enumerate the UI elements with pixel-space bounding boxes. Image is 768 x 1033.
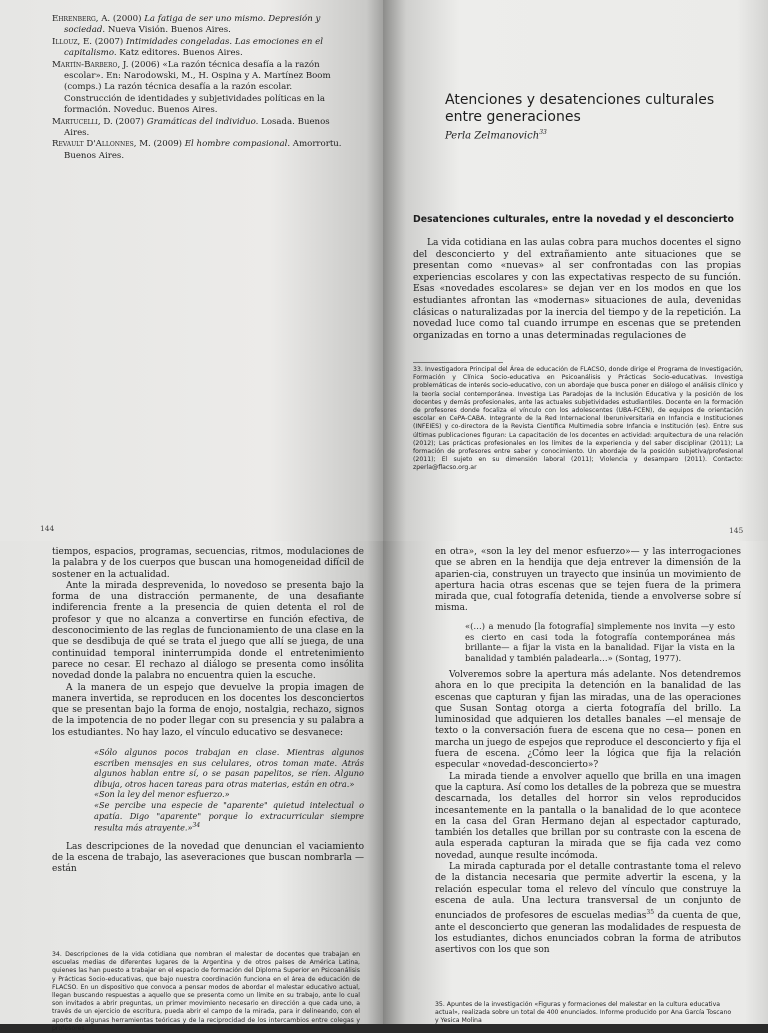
reference-item (52, 139, 352, 162)
footnote-rule (413, 362, 503, 363)
paragraph: Volveremos sobre la apertura más adelante. Nos detendremos ahora en lo que precipita la detención en la banalidad de las escenas que capturan y fijan las miradas, una de las operaciones que Susan Sontag otorga a cierta fotografía del brillo. La luminosidad que adquieren los detalles banales —el mensaje de texto o la conversación fuera de escena que no cesa— ponen en marcha un juego de espejos que reproduce el desconcierto y fija el fuera de escena. ¿Cómo leer la lógica que fija la relación especular «novedad-desconcierto»? (435, 669, 741, 771)
page-145 (383, 0, 768, 542)
paragraph: Las descripciones de la novedad que denuncian el vaciamiento de la escena de trabajo, las aseveraciones que buscan nombrarla —están (52, 841, 364, 875)
reference-item (52, 14, 352, 37)
reference-list (52, 14, 352, 162)
page-147 (383, 541, 768, 1024)
quote-line (94, 800, 364, 834)
page-number: 144 (40, 524, 55, 533)
body-text (52, 547, 364, 875)
paragraph: Ante la mirada desprevenida, lo novedoso se presenta bajo la forma de una distracción permanente, de una desafiante indiferencia frente a la presencia de quien detenta el rol de profesor y que no alcanza a convertirse en función efectiva, de desconocimiento de las reglas de funcionamiento de una clase en la que se desdibuja de qué se trata el juego que allí se juega, de una continuidad temporal ininterrumpida donde el entretenimiento parece no cesar. El rechazo al diálogo se presenta como insólita novedad donde la palabra no encuentra quien la escuche. (52, 580, 364, 682)
reference-author: Revault D'Allonnes, M. (2009) (52, 139, 183, 150)
footnote-marker: 35 (646, 909, 655, 917)
reference-rest: Katz editores. Buenos Aires. (116, 48, 243, 59)
reference-author: Ehrenberg, A. (2000) (52, 14, 142, 24)
page-146 (0, 541, 386, 1032)
reference-rest: Amorrortu. Buenos Aires. (64, 139, 342, 161)
quote-line: «Son la ley del menor esfuerzo.» (94, 789, 230, 800)
quote-line: «Sólo algunos pocos trabajan en clase. Mientras algunos escriben mensajes en sus celulares, otros toman mate. Atrás algunos hablan entre sí, o se pasan papelitos, se ríen. Alguno dibuja, otros hacen tareas para otras materias, están en otra.» (94, 747, 364, 789)
body-text (413, 238, 741, 342)
paragraph (435, 862, 741, 956)
reference-item (52, 60, 352, 117)
chapter-author (445, 129, 725, 141)
reference-item (52, 117, 352, 140)
reference-item (52, 37, 352, 60)
reference-author: Martucelli, D. (2007) (52, 116, 144, 127)
quote-text: «Se percibe una especie de "aparente" quietud intelectual o apatía. Digo "aparente" porque lo extracurricular siempre resulta más atrayente.» (94, 800, 364, 833)
section-heading: Desatenciones culturales, entre la novedad y el desconcierto (413, 214, 734, 225)
chapter-header (445, 92, 725, 141)
page-number: 145 (729, 526, 744, 535)
block-quote (94, 747, 364, 833)
reference-author: Illouz, E. (2007) (52, 36, 124, 47)
reference-title: Intimidades congeladas. Las emociones en el capitalismo. (64, 36, 323, 59)
footnote (413, 362, 743, 473)
paragraph-text: La mirada capturada por el detalle contrastante toma el relevo de la distancia necesaria que permite advertir la escena, y la relación especular toma el relevo del vínculo que construye la escena de aula. Una lectura transversal de un conjunto de enunciados de profesores de escuelas medias (435, 862, 741, 922)
footnote-marker: 34 (192, 822, 201, 830)
footnote: 34. Descripciones de la vida cotidiana que nombran el malestar de docentes que trabajan en escuelas medias de diferentes lugares de la Argentina y de otros países de América Latina, quienes las han puesto a trabajar en el espacio de formación del Diploma Superior en Psicoanálisis y Prácticas Socio-educativas, que bajo nuestra coordinación funciona en el área de educación de FLACSO. En un dispositivo que convoca a pensar modos de abordar el malestar educativo actual, llegan buscando respuestas a aquello que se presenta como un límite en su trabajo, ante lo cual son invitados a abrir preguntas, un primer movimiento necesario en dirección a que cada uno, a través de un ejercicio de escritura, pueda abrir el campo de la mirada, para ir delineando, con el aporte de algunas herramientas teóricas y de la reciprocidad de los intercambios entre colegas y profesores (52, 951, 360, 1032)
paragraph: A la manera de un espejo que devuelve la propia imagen de manera invertida, se reproducen en los docentes los desconciertos que se presentan bajo la forma de enojo, nostalgia, rechazo, signos de la impotencia de no poder llegar con su presencia y su palabra a los estudiantes. No hay lazo, el vínculo educativo se desvanece: (52, 682, 364, 738)
reference-title: Gramáticas del individuo. (146, 116, 259, 127)
chapter-title: Atenciones y desatenciones culturales entre generaciones (445, 92, 715, 125)
body-text (435, 547, 741, 956)
author-name: Perla Zelmanovich (445, 130, 540, 142)
paragraph: La vida cotidiana en las aulas cobra para muchos docentes el signo del desconcierto y del extrañamiento ante situaciones que se presentan como «nuevas» al ser confrontadas con las propias experiencias escolares y con las expectativas respecto de su función. Esas «novedades escolares» se dejan ver en los modos en que los estudiantes afrontan las «modernas» situaciones de aula, devenidas clásicas o naturalizadas por la inercia del tiempo y de la repetición. La novedad luce como tal cuando irrumpe en escenas que se pretenden organizadas en torno a unas determinadas regulaciones de (413, 238, 741, 341)
block-quote: «(…) a menudo [la fotografía] simplemente nos invita —y esto es cierto en casi toda la fotografía contemporánea más brillante— a fijar la vista en la banalidad. Fijar la vista en la banalidad y también paladearla…» (Sontag, 1977). (465, 620, 735, 664)
paragraph: La mirada tiende a envolver aquello que brilla en una imagen que la captura. Así como los detalles de la pobreza que se muestra descarnada, los detalles del horror sin velos reproducidos incesantemente en la pantalla o la banalidad de lo que acontece en la casa del Gran Hermano dejan al espectador capturado, también los detalles que brillan por su contraste con la escena de aula esperada capturan la mirada que se fija cada vez como novedad, aunque resulte incómoda. (435, 771, 741, 861)
reference-title: La fatiga de ser uno mismo. Depresión y sociedad. (64, 14, 321, 36)
page-144 (0, 0, 386, 542)
paragraph-text: da cuenta de que, ante el desconcierto que generan las modalidades de respuesta de los estudiantes, dichos enunciados cobran la forma de atributos asertivos con los que son (435, 911, 741, 956)
paragraph: tiempos, espacios, programas, secuencias, ritmos, modulaciones de la palabra y de los cuerpos que buscan una homogeneidad difícil de sostener en la actualidad. (52, 547, 364, 580)
paragraph: en otra», «son la ley del menor esfuerzo»— y las interrogaciones que se abren en la hendija que deja entrever la dimensión de la aparien-cia, construyen un trayecto que insinúa un movimiento de apertura hacia otras escenas que se tejen fuera de la primera mirada que, cual fotografía detenida, tiende a envolverse sobre sí misma. (435, 547, 741, 614)
footnote: 35. Apuntes de la investigación «Figuras y formaciones del malestar en la cultura educativa actual», realizada sobre un total de 400 enunciados. Informe producido por Ana García Toscano y Yesica Molina (435, 1001, 732, 1025)
footnote-text: 33. Investigadora Principal del Área de educación de FLACSO, donde dirige el Programa de Investigación, Formación y Clínica Socio-educativa en Psicoanálisis y Prácticas Socio-educativas. Investiga problemáticas de interés socio-educativo, con un abordaje que busca poner en diálogo el análisis clínico y la teoría social contemporánea. Investiga Las Paradojas de la Inclusión Educativa y la posición de los docentes y demás profesionales, ante las actuales subjetividades estudiantiles. Docente en la formación de profesores donde focaliza el vínculo con los adolescentes (UBA-FCEN), de equipos de orientación escolar en CePA-CABA. Integrante de la Red Internacional Iberuniversitaria en Infancia e Instituciones (INFEIES) y co-directora de la Revista Científica Multimedia sobre Infancia e Institución (es). Entre sus últimas publicaciones figuran: La capacitación de los docentes en actividad: arquitectura de una relación (2012); Las prácticas profesionales en los límites de la experiencia y del saber disciplinar (2011); La formación de profesores entre saber y conocimiento. Un abordaje de la posición subjetiva/profesional (2011); El sujeto en su dimensión laboral (2011); Violencia y desamparo (2011). Contacto: zperla@flacso.org.ar (413, 366, 743, 472)
reference-title: El hombre compasional. (184, 139, 291, 150)
footnote-marker: 33 (539, 129, 547, 136)
reference-rest: «La razón técnica desafía a la razón escolar». En: Narodowski, M., H. Ospina y A. Martínez Boom (comps.) La razón técnica desafía a la razón escolar. Construcción de identidades y subjetividades políticas en la formación. Noveduc. Buenos Aires. (64, 59, 331, 116)
reference-rest: Losada. Buenos Aires. (64, 116, 330, 139)
reference-author: Martín-Barbero, J. (2006) (52, 59, 160, 70)
reference-rest: Nueva Visión. Buenos Aires. (105, 25, 231, 36)
